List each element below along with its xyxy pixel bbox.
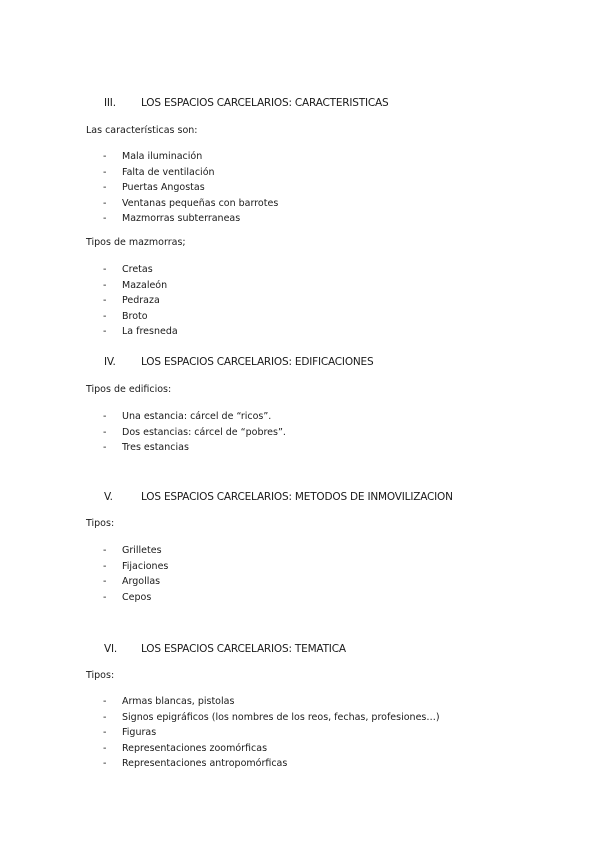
section-number: III. bbox=[104, 97, 116, 109]
list-item: - La fresneda bbox=[103, 326, 178, 337]
list-item: - Signos epigráficos (los nombres de los reos, fechas, profesiones…) bbox=[103, 711, 440, 723]
list-item: - Pedraza bbox=[103, 295, 160, 306]
list-label: Tipos: bbox=[86, 670, 115, 681]
section-title: LOS ESPACIOS CARCELARIOS: METODOS DE INMOVILIZACION bbox=[141, 491, 453, 503]
section-number: V. bbox=[104, 491, 113, 503]
list-label: Las características son: bbox=[86, 125, 198, 136]
list-label: Tipos: bbox=[86, 518, 115, 529]
list-item: - Representaciones zoomórficas bbox=[103, 742, 268, 754]
list-item: - Figuras bbox=[103, 727, 157, 738]
bullet-list bbox=[103, 409, 286, 456]
list-item: - Cretas bbox=[103, 264, 153, 275]
section-title: LOS ESPACIOS CARCELARIOS: TEMATICA bbox=[141, 643, 346, 655]
section-heading-iii bbox=[104, 97, 388, 109]
list-item: - Grilletes bbox=[103, 545, 162, 556]
list-item: - Mala iluminación bbox=[103, 151, 203, 162]
list-item: - Representaciones antropomórficas bbox=[103, 758, 288, 769]
list-item: - Puertas Angostas bbox=[103, 182, 205, 193]
section-number: IV. bbox=[104, 356, 116, 368]
list-label: Tipos de mazmorras; bbox=[86, 237, 186, 248]
list-item: - Ventanas pequeñas con barrotes bbox=[103, 197, 279, 209]
list-label: Tipos de edificios: bbox=[86, 384, 172, 395]
bullet-list bbox=[103, 262, 178, 340]
list-item: - Una estancia: cárcel de “ricos”. bbox=[103, 411, 272, 422]
section-heading-v bbox=[104, 491, 453, 503]
list-item: - Cepos bbox=[103, 591, 152, 603]
list-item: - Broto bbox=[103, 310, 148, 322]
section-heading-vi bbox=[104, 643, 346, 655]
bullet-list bbox=[103, 543, 168, 605]
list-item: - Tres estancias bbox=[103, 442, 189, 453]
list-item: - Armas blancas, pistolas bbox=[103, 696, 235, 707]
list-item: - Fijaciones bbox=[103, 560, 169, 572]
list-item: - Mazaleón bbox=[103, 279, 168, 291]
list-item: - Mazmorras subterraneas bbox=[103, 213, 241, 224]
section-number: VI. bbox=[104, 643, 118, 655]
section-title: LOS ESPACIOS CARCELARIOS: EDIFICACIONES bbox=[141, 356, 374, 368]
section-title: LOS ESPACIOS CARCELARIOS: CARACTERISTICAS bbox=[141, 97, 389, 109]
bullet-list bbox=[103, 149, 278, 227]
section-heading-iv bbox=[104, 356, 373, 368]
list-item: - Argollas bbox=[103, 576, 161, 587]
bullet-list bbox=[103, 694, 440, 772]
list-item: - Dos estancias: cárcel de “pobres”. bbox=[103, 426, 286, 438]
list-item: - Falta de ventilación bbox=[103, 166, 215, 178]
